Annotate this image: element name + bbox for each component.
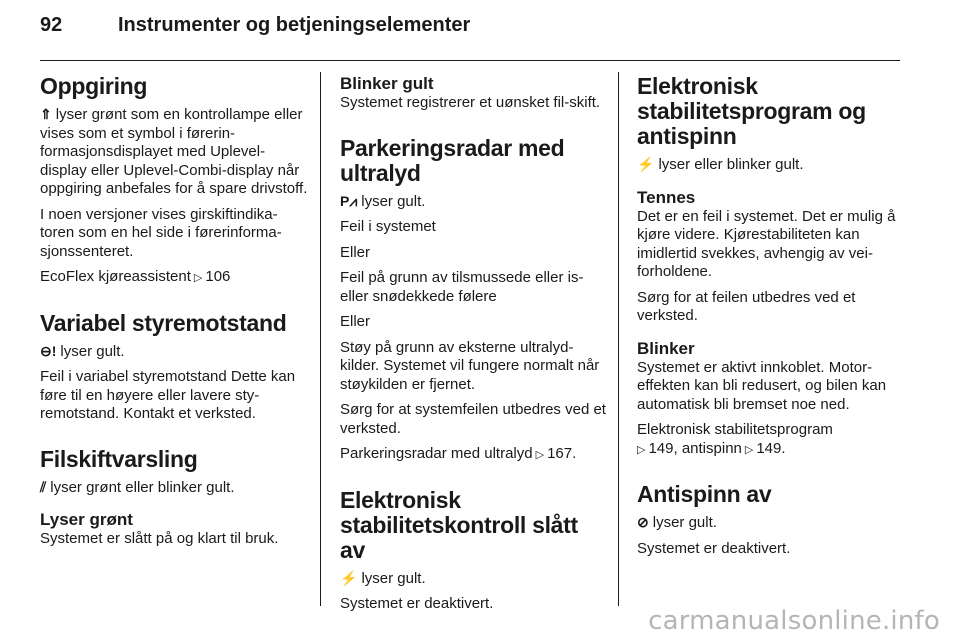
antispinn-text: Systemet er deaktivert. xyxy=(637,539,791,557)
page-ref-link[interactable]: 149, antispinn xyxy=(648,439,742,457)
parkering-line-5: Støy på grunn av eksterne ultralyd-kilder. Systemet vil fungere normalt når støykilden er fjernet. xyxy=(340,338,600,393)
subheading-lyser-gront: Lyser grønt xyxy=(40,510,133,529)
column-1 xyxy=(40,74,308,556)
subheading-tennes: Tennes xyxy=(637,187,696,207)
blinker-reference: Elektronisk stabilitetsprogram ▷ 149, antispinn ▷ 149. xyxy=(637,421,905,459)
page-ref-link[interactable]: 149. xyxy=(756,439,786,457)
antispinn-status: ⊘ lyser gult. xyxy=(637,514,717,531)
page-number: 92 xyxy=(40,14,63,36)
parkering-line-1: Feil i systemet xyxy=(340,218,436,235)
filskift-sub-text: Systemet er slått på og klart til bruk. xyxy=(40,530,279,547)
subheading-blinker-gult: Blinker gult xyxy=(340,74,434,93)
heading-parkeringsradar: Parkeringsradar med ultralyd xyxy=(340,134,565,186)
column-2 xyxy=(340,74,608,621)
parking-sensor-icon: P⩘ xyxy=(340,192,358,209)
heading-variabel-styremotstand: Variabel styremotstand xyxy=(40,309,287,336)
blinker-text: Systemet er aktivt innkoblet. Motor-effekten kan bli redusert, og bilen kan automatisk bli bremset noe ned. xyxy=(637,358,887,413)
steering-wheel-icon: ⊖! xyxy=(40,342,57,359)
shift-up-arrow-icon: ⇑ xyxy=(40,106,52,122)
variabel-text: Feil i variabel styremotstand Dette kan føre til en høyere eller lavere sty-remotstand. Kontakt et verksted. xyxy=(40,368,296,422)
parkering-line-4: Eller xyxy=(340,313,371,330)
heading-oppgiring: Oppgiring xyxy=(40,73,148,99)
traction-off-icon: ⊘ xyxy=(637,514,649,530)
oppgiring-text: ⇑ lyser grønt som en kontrollampe eller vises som et symbol i førerin-formasjonsdisplayet med Uplevel-display eller Uplevel-Combi-display når oppgiring anbefales for å spare drivstoff. xyxy=(40,106,308,197)
oppgiring-reference: EcoFlex kjøreassistent ▷ 106 xyxy=(40,268,308,288)
heading-filskiftvarsling: Filskiftvarsling xyxy=(40,445,198,472)
watermark: carmanualsonline.info xyxy=(648,606,940,636)
parkering-status: P⩘ lyser gult. xyxy=(340,192,426,210)
page-ref-link[interactable]: 167. xyxy=(547,445,577,462)
column-divider-1 xyxy=(320,72,321,606)
subheading-blinker: Blinker xyxy=(637,338,695,358)
page-ref-arrow-icon: ▷ xyxy=(744,443,754,456)
chapter-title: Instrumenter og betjeningselementer xyxy=(118,14,471,36)
filskift-status: ⫽ lyser grønt eller blinker gult. xyxy=(40,478,235,496)
header-rule xyxy=(40,60,900,61)
page-ref-arrow-icon: ▷ xyxy=(637,443,646,456)
parkering-line-3: Feil på grunn av tilsmussede eller is-eller snødekkede følere xyxy=(340,269,584,305)
page-header xyxy=(40,14,920,44)
heading-esc-av: Elektronisk stabilitetskontroll slått av xyxy=(340,486,578,563)
column-3 xyxy=(637,74,905,565)
page-ref-arrow-icon: ▷ xyxy=(193,272,203,284)
blinker-gult-text: Systemet registrerer et uønsket fil-skift. xyxy=(340,94,601,111)
column-divider-2 xyxy=(618,72,619,606)
tennes-text-1: Det er en feil i systemet. Det er mulig å kjøre videre. Kjørestabiliteten kan imidlertid svekkes, avhengig av vei-forholdene. xyxy=(637,207,896,280)
parkering-line-6: Sørg for at systemfeilen utbedres ved et verksted. xyxy=(340,401,606,437)
esc-off-icon: ⚡ xyxy=(340,569,358,586)
parkering-reference: Parkeringsradar med ultralyd ▷ 167. xyxy=(340,445,608,465)
esc-av-text: Systemet er deaktivert. xyxy=(340,595,494,612)
oppgiring-text-2: I noen versjoner vises girskiftindika-toren som en hel side i førerinforma-sjonssenteret. xyxy=(40,205,282,260)
heading-esp: Elektronisk stabilitetsprogram og antispinn xyxy=(637,73,866,149)
parkering-line-2: Eller xyxy=(340,243,371,261)
esc-av-status: ⚡ lyser gult. xyxy=(340,569,426,587)
variabel-status: ⊖! lyser gult. xyxy=(40,342,125,360)
tennes-text-2: Sørg for at feilen utbedres ved et verksted. xyxy=(637,288,856,324)
page-ref-link[interactable]: 106 xyxy=(205,268,231,285)
heading-antispinn-av: Antispinn av xyxy=(637,481,772,507)
lane-departure-icon: ⫽ xyxy=(40,478,47,495)
esp-icon: ⚡ xyxy=(637,156,655,172)
esp-status: ⚡ lyser eller blinker gult. xyxy=(637,156,804,173)
page-ref-arrow-icon: ▷ xyxy=(535,449,545,461)
